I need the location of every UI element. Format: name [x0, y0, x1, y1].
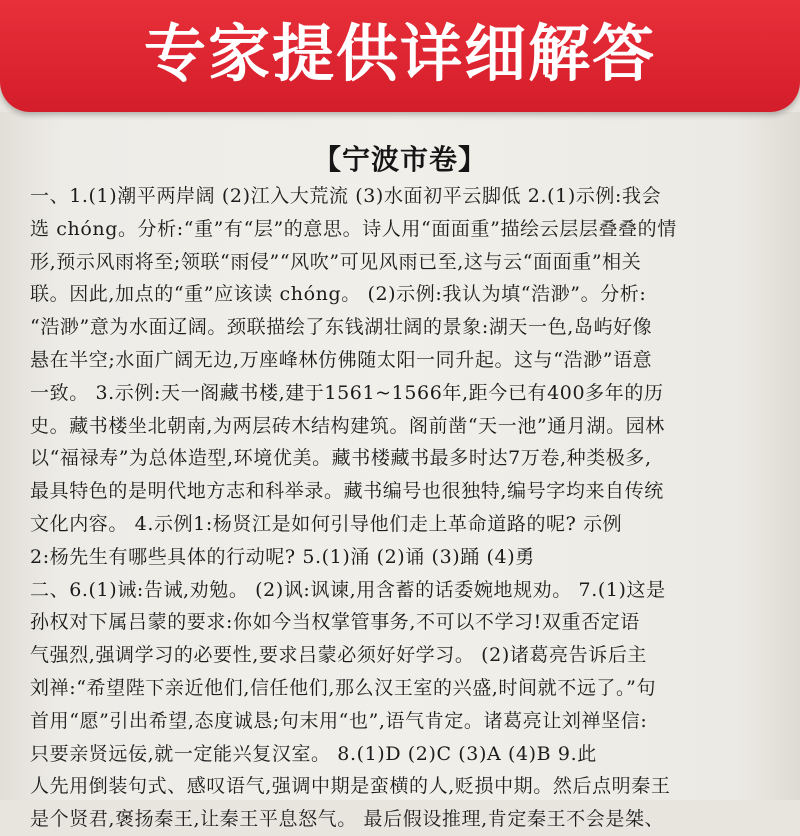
text-line: 二、6.(1)诫:告诫,劝勉。 (2)讽:讽谏,用含蓄的话委婉地规劝。 7.(1)这是 [30, 578, 666, 601]
text-line: 选 chóng。分析:“重”有“层”的意思。诗人用“面面重”描绘云层层叠叠的情 [30, 217, 677, 240]
section-title: 【宁波市卷】 [312, 143, 487, 176]
text-line: 一、1.(1)潮平两岸阔 (2)江入大荒流 (3)水面初平云脚低 2.(1)示例:我会 [30, 185, 662, 207]
text-line: 史。藏书楼坐北朝南,为两层砖木结构建筑。阁前凿“天一池”通月湖。园林 [30, 414, 665, 437]
text-line: 悬在半空;水面广阔无边,万座峰林仿佛随太阳一同升起。这与“浩渺”语意 [30, 348, 653, 371]
text-line: 最具特色的是明代地方志和科举录。藏书编号也很独特,编号字均来自传统 [30, 480, 664, 503]
text-line: “浩渺”意为水面辽阔。颈联描绘了东钱湖壮阔的景象:湖天一色,岛屿好像 [30, 316, 653, 339]
answer-text [30, 180, 790, 836]
text-line: 联。因此,加点的“重”应该读 chóng。 (2)示例:我认为填“浩渺”。分析: [30, 283, 647, 306]
text-line: 以“福禄寿”为总体造型,环境优美。藏书楼藏书最多时达7万卷,种类极多, [30, 447, 652, 470]
text-line: 刘禅:“希望陛下亲近他们,信任他们,那么汉王室的兴盛,时间就不远了。”句 [30, 676, 657, 699]
banner-title: 专家提供详细解答 [143, 17, 656, 90]
text-line: 形,预示风雨将至;领联“雨侵”“风吹”可见风雨已至,这与云“面面重”相关 [30, 250, 642, 273]
text-line: 首用“愿”引出希望,态度诚恳;句末用“也”,语气肯定。诸葛亮让刘禅坚信: [30, 709, 648, 732]
text-line: 人先用倒装句式、感叹语气,强调中期是蛮横的人,贬损中期。然后点明秦王 [30, 775, 671, 798]
text-line: 只要亲贤远佞,就一定能兴复汉室。 8.(1)D (2)C (3)A (4)B 9.此 [30, 742, 597, 765]
text-line: 是个贤君,褒扬秦王,让秦王平息怒气。 最后假设推理,肯定秦王不会是桀、 [30, 808, 665, 831]
text-line: 孙权对下属吕蒙的要求:你如今当权掌管事务,不可以不学习!双重否定语 [30, 611, 640, 634]
text-line: 气强烈,强调学习的必要性,要求吕蒙必须好好学习。 (2)诸葛亮告诉后主 [30, 644, 648, 667]
text-line: 文化内容。 4.示例1:杨贤江是如何引导他们走上革命道路的呢? 示例 [30, 512, 623, 535]
header-banner [0, 0, 800, 112]
text-line: 一致。 3.示例:天一阁藏书楼,建于1561~1566年,距今已有400多年的历 [30, 381, 664, 404]
text-line: 2:杨先生有哪些具体的行动呢? 5.(1)涌 (2)诵 (3)踊 (4)勇 [30, 545, 535, 568]
